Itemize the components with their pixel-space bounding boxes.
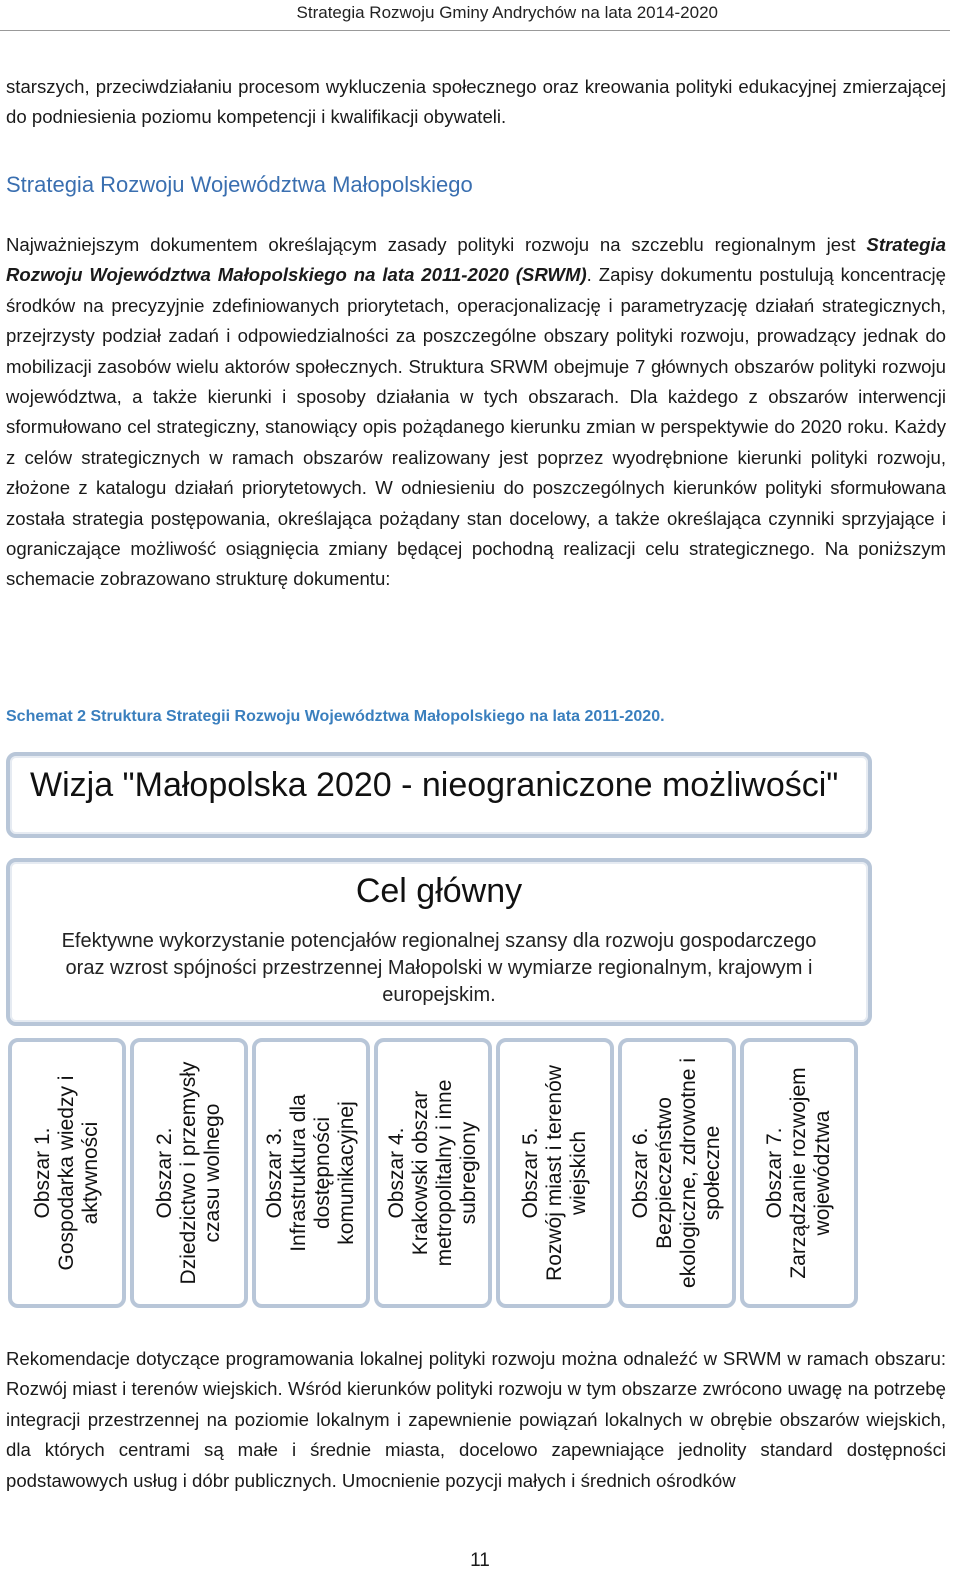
para-rest: . Zapisy dokumentu postulują koncentrację środków na precyzyjnie zdefiniowanych priorytetach, operacjonalizację i parametryzację działań strategicznych, przejrzysty podział zadań i odpowiedzialności za poszczególne obszary polityki rozwoju, prowadzący jednak do mobilizacji zasobów wielu aktorów społecznych. Struktura SRWM obejmuje 7 głównych obszarów polityki rozwoju województwa, a także kierunki i sposoby działania w tych obszarach. Dla każdego z obszarów interwencji sformułowano cel strategiczny, stanowiący opis pożądanego kierunku zmian w perspektywie do 2020 roku. Każdy z celów strategicznych w ramach obszarów realizowany jest poprzez wyodrębnione kierunki polityki rozwoju, złożone z katalogu działań priorytetowych. W odniesieniu do poszczególnych kierunków polityki sformułowana została strategia postępowania, określająca pożądany stan docelowy, a także określająca czynniki sprzyjające i ograniczające możliwość osiągnięcia zmiany będącej pochodną realizacji celu strategicznego. Na poniższym schemacie zobrazowano strukturę dokumentu: xyxy=(6,264,946,590)
main-goal-title: Cel główny xyxy=(355,872,523,910)
main-goal-description: Efektywne wykorzystanie potencjałów regionalnej szansy dla rozwoju gospodarczego oraz wzrost spójności przestrzennej Małopolski w wymiarze regionalnym, krajowym i europejskim. xyxy=(61,930,817,1006)
area-number: Obszar 7. xyxy=(763,1127,786,1219)
area-number: Obszar 5. xyxy=(519,1127,542,1219)
page-number: 11 xyxy=(470,1550,490,1571)
area-number: Obszar 1. xyxy=(31,1127,54,1219)
area-box-1 xyxy=(8,1038,126,1308)
area-name: Krakowski obszar metropolitalny i inne subregiony xyxy=(409,1079,480,1267)
area-number: Obszar 4. xyxy=(385,1127,408,1219)
area-name: Dziedzictwo i przemysły czasu wolnego xyxy=(177,1061,224,1285)
area-box-7 xyxy=(740,1038,858,1308)
document-name-emphasis: Strategia Rozwoju Województwa Małopolskiego na lata 2011-2020 (SRWM) xyxy=(6,234,946,286)
closing-paragraph: Rekomendacje dotyczące programowania lokalnej polityki rozwoju można odnaleźć w SRWM w ramach obszaru: Rozwój miast i terenów wiejskich. Wśród kierunków polityki rozwoju w tym obszarze zwrócono uwagę na potrzebę integracji przestrzennej na poziomie lokalnym i zapewnienie powiązań lokalnych w obrębie obszarów wiejskich, dla których centrami są małe i średnie miasta, docelowo zapewniające jednolity standard dostępności podstawowych usług i dóbr publicznych. Umocnienie pozycji małych i średnich ośrodków xyxy=(6,1348,946,1491)
para-start: Najważniejszym dokumentem określającym zasady polityki rozwoju na szczeblu regionalnym jest xyxy=(6,234,867,255)
document-title: Strategia Rozwoju Gminy Andrychów na lata 2014-2020 xyxy=(296,3,718,22)
area-name: Zarządzanie rozwojem województwa xyxy=(787,1067,834,1279)
area-name: Gospodarka wiedzy i aktywności xyxy=(55,1075,102,1271)
area-number: Obszar 3. xyxy=(263,1127,286,1219)
area-name: Bezpieczeństwo ekologiczne, zdrowotne i społeczne xyxy=(653,1058,724,1288)
area-box-2 xyxy=(130,1038,248,1308)
vision-text: Wizja "Małopolska 2020 - nieograniczone możliwości" xyxy=(30,766,839,804)
diagram-caption: Schemat 2 Struktura Strategii Rozwoju Województwa Małopolskiego na lata 2011-2020. xyxy=(6,708,665,725)
vision-box xyxy=(6,752,872,838)
area-name: Rozwój miast i terenów wiejskich xyxy=(543,1065,590,1281)
main-goal-box xyxy=(6,858,872,1026)
section-paragraph xyxy=(6,230,946,595)
area-number: Obszar 6. xyxy=(629,1127,652,1219)
section-heading: Strategia Rozwoju Województwa Małopolskiego xyxy=(6,172,473,197)
area-box-4 xyxy=(374,1038,492,1308)
area-box-3 xyxy=(252,1038,370,1308)
area-number: Obszar 2. xyxy=(153,1127,176,1219)
area-box-5 xyxy=(496,1038,614,1308)
area-name: Infrastruktura dla dostępności komunikacyjnej xyxy=(287,1094,358,1252)
intro-paragraph: starszych, przeciwdziałaniu procesom wykluczenia społecznego oraz kreowania polityki edukacyjnej zmierzającej do podniesienia poziomu kompetencji i kwalifikacji obywateli. xyxy=(6,76,946,128)
page-header xyxy=(0,0,950,31)
area-box-6 xyxy=(618,1038,736,1308)
